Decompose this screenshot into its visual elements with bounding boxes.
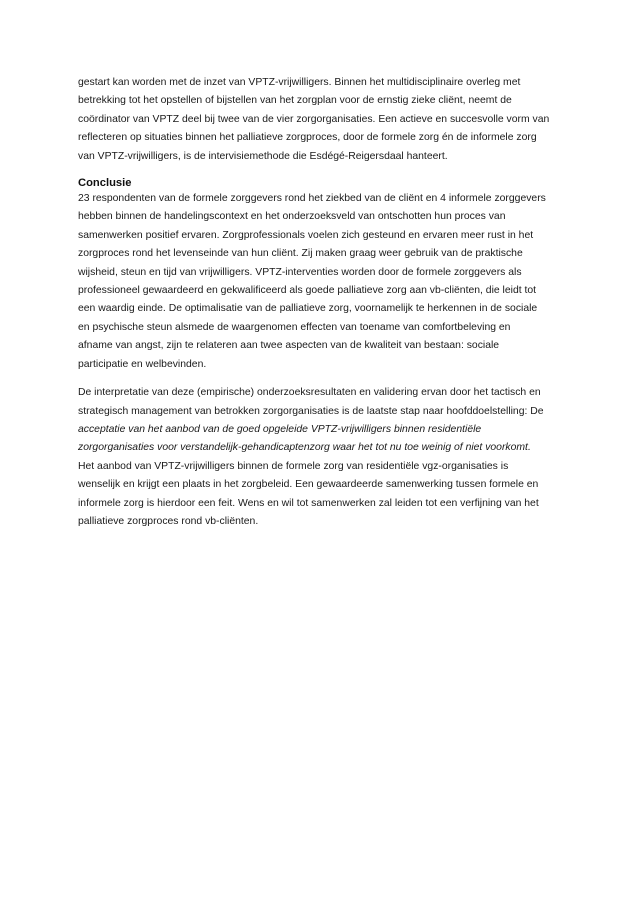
paragraph-interpretatie [78,384,568,531]
text-line: wenselijk en krijgt een plaats in het zorgbeleid. Een gewaardeerde samenwerking tussen formele en [78,479,539,491]
text-line: coördinator van VPTZ deel bij twee van de vier zorgorganisaties. Een actieve en succesvolle vorm van [78,113,550,125]
text-line: strategisch management van betrokken zorgorganisaties is de laatste stap naar hoofddoelstelling: De [78,405,544,417]
section-heading-conclusie: Conclusie [78,177,132,190]
text-line: en psychische steun alsmede de waargenomen effecten van toename van comfortbeleving en [78,321,511,333]
text-line: Het aanbod van VPTZ-vrijwilligers binnen de formele zorg van residentiële vgz-organisaties is [78,460,509,472]
text-line: 23 respondenten van de formele zorggevers rond het ziekbed van de cliënt en 4 informele zorggevers [78,193,546,205]
text-line: informele zorg is hierdoor een feit. Wens en wil tot samenwerken zal leiden tot een verfijning van het [78,497,539,509]
text-line: samenwerken positief ervaren. Zorgprofessionals voelen zich gesteund en ervaren meer rust in het [78,229,534,241]
paragraph-conclusie [78,190,568,374]
text-line: palliatieve zorgproces rond vb-cliënten. [78,515,259,527]
italic-text-line: zorgorganisaties voor verstandelijk-gehandicaptenzorg waar het tot nu toe weinig of niet voorkomt. [78,442,531,454]
text-line: afname van angst, zijn te relateren aan twee aspecten van de kwaliteit van bestaan: sociale [78,340,500,352]
text-line: participatie en welbevinden. [78,358,207,370]
paragraph-spacer [78,374,568,384]
text-line: hebben binnen de handelingscontext en het onderzoeksveld van ontschotten hun proces van [78,211,506,223]
text-line: betrekking tot het opstellen of bijstellen van het zorgplan voor de ernstig zieke cliënt, neemt de [78,95,512,107]
text-line: De interpretatie van deze (empirische) onderzoeksresultaten en validering ervan door het tactisch en [78,387,541,399]
text-line: van VPTZ-vrijwilligers, is de intervisiemethode die Esdégé-Reigersdaal hanteert. [78,150,448,162]
document-page [78,74,568,531]
text-line: gestart kan worden met de inzet van VPTZ-vrijwilligers. Binnen het multidisciplinaire overleg met [78,77,521,88]
text-line: wijsheid, steun en tijd van vrijwilligers. VPTZ-interventies worden door de formele zorggevers als [78,266,522,278]
paragraph-intervisie [78,74,568,166]
text-line: professioneel gewaardeerd en gekwalificeerd als goede palliatieve zorg aan vb-cliënten, die leidt tot [78,285,537,297]
text-line: een waardig einde. De optimalisatie van de palliatieve zorg, voornamelijk te herkennen in de sociale [78,303,538,315]
text-line: zorgproces rond het levenseinde van hun cliënt. Zij maken graag weer gebruik van de praktische [78,248,523,260]
text-line: reflecteren op situaties binnen het palliatieve zorgproces, door de formele zorg én de informele zorg [78,132,537,144]
italic-text-line: acceptatie van het aanbod van de goed opgeleide VPTZ-vrijwilligers binnen residentiële [78,423,482,435]
